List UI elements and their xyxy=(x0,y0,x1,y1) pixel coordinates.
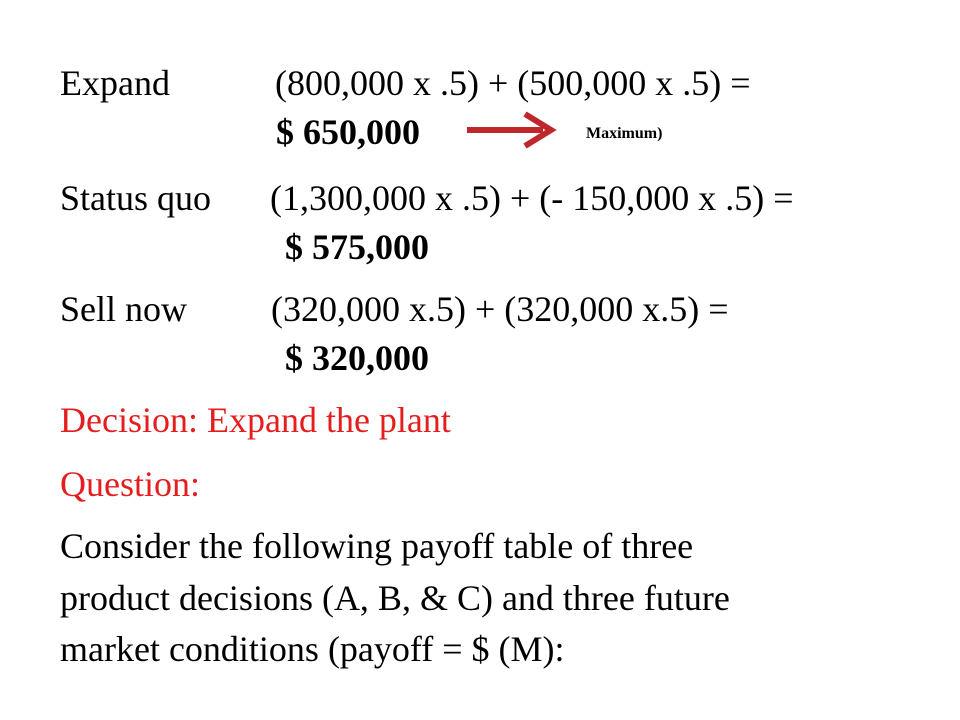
question-heading: Question: xyxy=(60,464,200,504)
status-quo-result: $ 575,000 xyxy=(285,227,429,267)
expand-label: Expand xyxy=(60,63,170,103)
sell-now-label: Sell now xyxy=(60,289,188,329)
sell-now-formula: (320,000 x.5) + (320,000 x.5) = xyxy=(271,289,729,329)
expand-result: $ 650,000 xyxy=(276,112,420,152)
question-line-3: market conditions (payoff = $ (M): xyxy=(60,629,565,669)
question-line-1: Consider the following payoff table of three xyxy=(60,526,694,566)
status-quo-label: Status quo xyxy=(60,178,212,218)
right-arrow-icon xyxy=(465,108,565,152)
expand-formula: (800,000 x .5) + (500,000 x .5) = xyxy=(275,63,751,103)
sell-now-result: $ 320,000 xyxy=(285,338,429,378)
decision-text: Decision: Expand the plant xyxy=(60,400,451,440)
maximum-annotation: Maximum) xyxy=(586,125,663,142)
question-line-2: product decisions (A, B, & C) and three future xyxy=(60,578,730,618)
status-quo-formula: (1,300,000 x .5) + (- 150,000 x .5) = xyxy=(270,178,794,218)
